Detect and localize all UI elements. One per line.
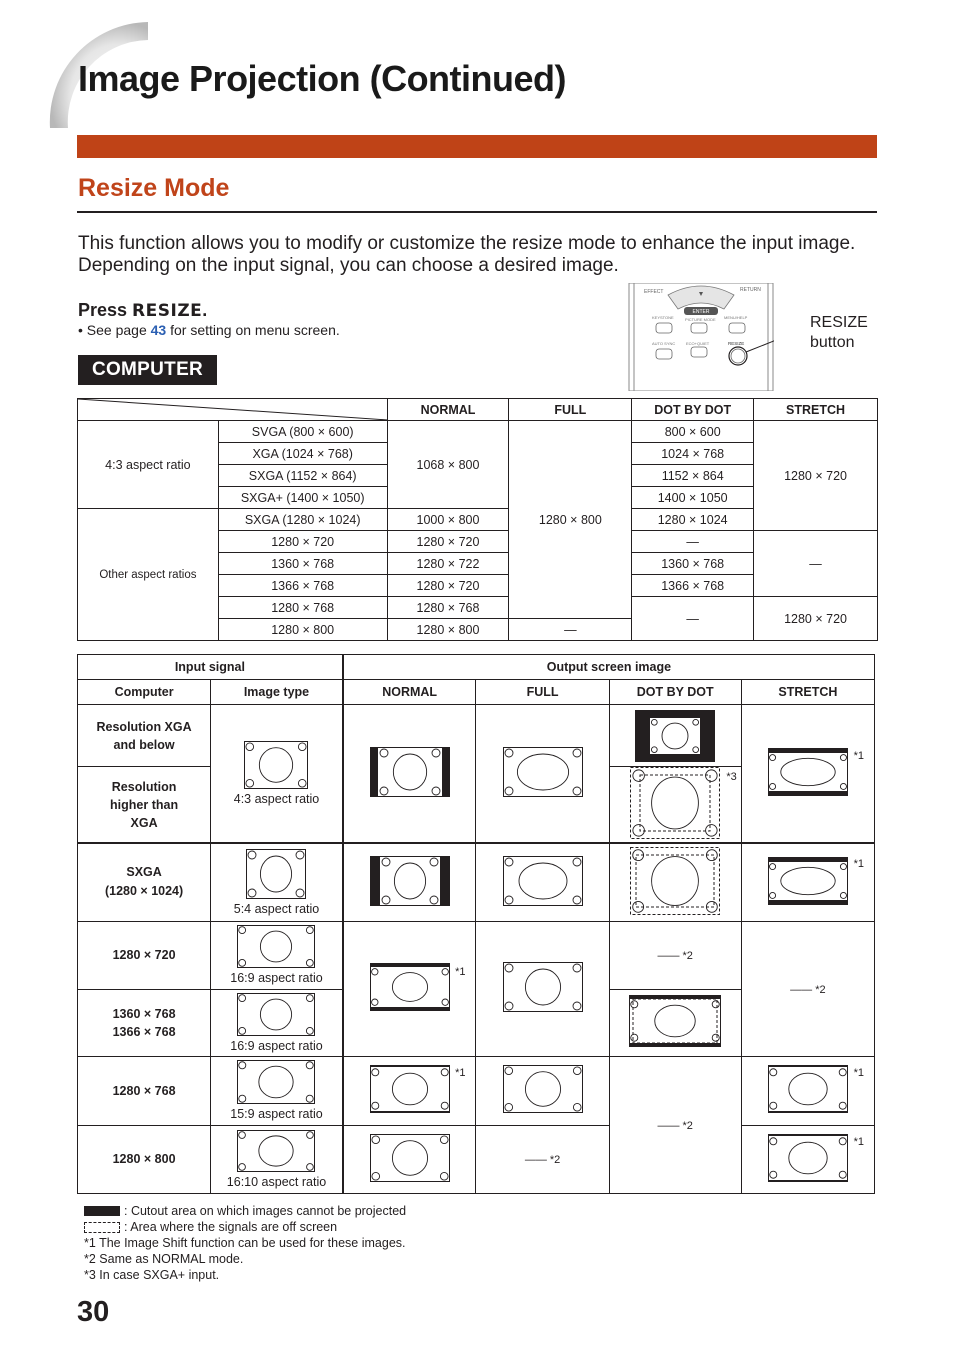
header-computer: Computer bbox=[78, 680, 211, 705]
remote-label-auto-sync: AUTO SYNC bbox=[652, 341, 676, 346]
input-cell: 1280 × 720 bbox=[218, 531, 387, 553]
stretch-cell: 1280 × 720 bbox=[754, 597, 878, 641]
input-cell: SXGA (1280 × 1024) bbox=[218, 509, 387, 531]
header-normal: NORMAL bbox=[343, 680, 476, 705]
normal-cell: 1280 × 720 bbox=[387, 531, 509, 553]
legend bbox=[84, 1203, 406, 1283]
stretch-cell bbox=[741, 921, 874, 1056]
header-full: FULL bbox=[476, 680, 609, 705]
normal-cell: 1068 × 800 bbox=[387, 421, 509, 509]
same-as-normal-note: —— *2 bbox=[790, 983, 826, 996]
row-1280x800: 1280 × 800 bbox=[78, 1125, 211, 1193]
header-dot-by-dot: DOT BY DOT bbox=[609, 680, 741, 705]
section-divider bbox=[77, 211, 877, 213]
normal-output-icon bbox=[370, 1065, 450, 1116]
type-cell bbox=[211, 705, 343, 844]
note-mark: *3 bbox=[726, 771, 737, 783]
normal-output-icon bbox=[370, 1134, 450, 1185]
remote-label-keystone: KEYSTONE bbox=[652, 315, 674, 320]
res-1360: 1360 × 768 bbox=[112, 1006, 176, 1021]
dot-by-dot-offscreen-icon bbox=[630, 847, 720, 918]
see-suffix: for setting on menu screen. bbox=[166, 322, 340, 338]
input-cell: SXGA (1152 × 864) bbox=[218, 465, 387, 487]
header-dot-by-dot: DOT BY DOT bbox=[632, 399, 754, 421]
note-mark: *1 bbox=[853, 858, 864, 870]
input-cell: 1360 × 768 bbox=[218, 553, 387, 575]
sxga-resolution: (1280 × 1024) bbox=[104, 884, 184, 899]
same-as-normal-note: —— *2 bbox=[657, 950, 693, 962]
dbd-cell bbox=[609, 1056, 741, 1193]
legend-offscreen bbox=[84, 1219, 406, 1235]
page-link[interactable]: 43 bbox=[150, 322, 167, 338]
intro-paragraph: This function allows you to modify or customize the resize mode to enhance the input image. Depending on the input signal, you can choose a desired image. bbox=[78, 233, 856, 276]
stretch-output-icon bbox=[768, 1134, 848, 1185]
input-signal-header: Input signal bbox=[78, 655, 343, 680]
type-caption: 15:9 aspect ratio bbox=[230, 1107, 323, 1121]
full-cell bbox=[476, 921, 609, 1056]
normal-cell bbox=[343, 1056, 476, 1125]
see-prefix: • See page bbox=[78, 322, 151, 338]
stretch-output-icon bbox=[768, 748, 848, 799]
dbd-cell: 1366 × 768 bbox=[632, 575, 754, 597]
res-1366: 1366 × 768 bbox=[112, 1024, 176, 1039]
note-mark: *1 bbox=[455, 1066, 466, 1079]
footnote-2: *2 Same as NORMAL mode. bbox=[84, 1252, 244, 1266]
input-cell: XGA (1024 × 768) bbox=[218, 443, 387, 465]
header-full: FULL bbox=[509, 399, 632, 421]
type-caption: 16:10 aspect ratio bbox=[226, 1174, 327, 1189]
normal-output-icon bbox=[370, 963, 450, 1014]
legend-cutout-text: : Cutout area on which images cannot be projected bbox=[124, 1204, 407, 1218]
row-1280x720: 1280 × 720 bbox=[78, 921, 211, 989]
dbd-cell bbox=[609, 767, 741, 844]
resolution-table bbox=[77, 398, 878, 641]
image-5-4-icon bbox=[246, 849, 306, 902]
full-cell bbox=[476, 1056, 609, 1125]
remote-label-picture-mode: PICTURE MODE bbox=[685, 317, 716, 322]
remote-label-resize: RESIZE bbox=[728, 341, 745, 346]
footnote-3: *3 In case SXGA+ input. bbox=[84, 1268, 220, 1282]
header-normal: NORMAL bbox=[387, 399, 509, 421]
input-cell: SVGA (800 × 600) bbox=[218, 421, 387, 443]
stretch-cell bbox=[741, 1125, 874, 1193]
dbd-cell bbox=[609, 843, 741, 921]
dbd-cell: 1152 × 864 bbox=[632, 465, 754, 487]
group-4-3: 4:3 aspect ratio bbox=[78, 421, 219, 509]
stretch-output-icon bbox=[768, 1065, 848, 1116]
note-mark: *1 bbox=[853, 750, 864, 762]
input-cell: SXGA+ (1400 × 1050) bbox=[218, 487, 387, 509]
normal-cell bbox=[343, 843, 476, 921]
full-cell: — bbox=[509, 619, 632, 641]
full-cell bbox=[476, 843, 609, 921]
title-accent-bar bbox=[77, 135, 877, 158]
stretch-output-icon bbox=[768, 857, 848, 908]
diagonal-line bbox=[78, 399, 388, 420]
press-instruction bbox=[78, 300, 207, 321]
offscreen-swatch bbox=[84, 1222, 120, 1233]
image-16-9-icon bbox=[237, 925, 315, 971]
full-cell: 1280 × 800 bbox=[509, 421, 632, 619]
remote-label-effect: EFFECT bbox=[644, 289, 664, 295]
dbd-cell: 1024 × 768 bbox=[632, 443, 754, 465]
type-caption: 4:3 aspect ratio bbox=[233, 792, 320, 806]
resize-button-callout: RESIZE button bbox=[810, 314, 868, 351]
full-output-icon bbox=[503, 747, 583, 800]
dot-by-dot-offscreen-icon bbox=[629, 995, 721, 1050]
normal-output-icon bbox=[370, 856, 450, 909]
image-16-10-icon bbox=[237, 1130, 315, 1175]
remote-label-eco-quiet: ECO+QUIET bbox=[686, 341, 710, 346]
normal-cell: 1280 × 800 bbox=[387, 619, 509, 641]
row-1280x768: 1280 × 768 bbox=[78, 1056, 211, 1125]
normal-cell: 1000 × 800 bbox=[387, 509, 509, 531]
sxga-label: SXGA bbox=[126, 865, 162, 880]
remote-ok-label: ENTER bbox=[692, 309, 710, 315]
dot-by-dot-output-icon bbox=[635, 710, 715, 765]
note-mark: *1 bbox=[455, 965, 466, 978]
type-cell bbox=[211, 921, 343, 989]
dbd-cell: 1400 × 1050 bbox=[632, 487, 754, 509]
stretch-cell: — bbox=[754, 531, 878, 597]
same-as-normal-note: —— *2 bbox=[657, 1119, 693, 1132]
dot-by-dot-offscreen-icon bbox=[630, 767, 720, 842]
full-output-icon bbox=[503, 856, 583, 909]
type-cell bbox=[211, 1056, 343, 1125]
note-mark: *1 bbox=[853, 1066, 864, 1079]
same-as-normal-note: —— *2 bbox=[524, 1154, 561, 1166]
full-output-icon bbox=[503, 962, 583, 1015]
full-output-icon bbox=[503, 1065, 583, 1116]
remote-label-menu-help: MENU/HELP bbox=[724, 315, 748, 320]
type-caption: 5:4 aspect ratio bbox=[233, 901, 320, 916]
input-cell: 1366 × 768 bbox=[218, 575, 387, 597]
legend-offscreen-text: : Area where the signals are off screen bbox=[124, 1220, 338, 1234]
dbd-cell: 1360 × 768 bbox=[632, 553, 754, 575]
type-cell bbox=[211, 1125, 343, 1193]
header-stretch: STRETCH bbox=[741, 680, 874, 705]
image-4-3-icon bbox=[244, 741, 308, 792]
dbd-cell: — bbox=[632, 597, 754, 641]
normal-cell: 1280 × 768 bbox=[387, 597, 509, 619]
row-sxga bbox=[78, 843, 211, 921]
normal-cell: 1280 × 720 bbox=[387, 575, 509, 597]
row-higher-than-xga: Resolution higher than XGA bbox=[78, 767, 211, 844]
remote-label-return: RETURN bbox=[740, 287, 761, 293]
section-heading: Resize Mode bbox=[78, 174, 230, 202]
dbd-cell bbox=[609, 989, 741, 1056]
input-cell: 1280 × 768 bbox=[218, 597, 387, 619]
normal-cell bbox=[343, 921, 476, 1056]
normal-cell: 1280 × 722 bbox=[387, 553, 509, 575]
type-cell bbox=[211, 989, 343, 1056]
footnote-1: *1 The Image Shift function can be used for these images. bbox=[84, 1236, 406, 1250]
press-suffix: . bbox=[202, 300, 208, 320]
page-number: 30 bbox=[77, 1296, 110, 1328]
full-cell bbox=[476, 1125, 609, 1193]
normal-cell bbox=[343, 705, 476, 844]
remote-control-illustration bbox=[628, 283, 774, 391]
dbd-cell bbox=[609, 705, 741, 767]
stretch-cell bbox=[741, 1056, 874, 1125]
see-page-note bbox=[78, 322, 340, 338]
input-cell: 1280 × 800 bbox=[218, 619, 387, 641]
image-15-9-icon bbox=[237, 1060, 315, 1107]
stretch-cell: 1280 × 720 bbox=[754, 421, 878, 531]
header-stretch: STRETCH bbox=[754, 399, 878, 421]
cutout-swatch bbox=[84, 1206, 120, 1216]
resize-key-label: RESIZE bbox=[132, 301, 203, 321]
note-mark: *1 bbox=[853, 1135, 864, 1148]
type-cell bbox=[211, 843, 343, 921]
output-screen-header: Output screen image bbox=[343, 655, 875, 680]
legend-cutout bbox=[84, 1203, 406, 1219]
dbd-cell bbox=[609, 921, 741, 989]
normal-cell bbox=[343, 1125, 476, 1193]
output-image-table bbox=[77, 654, 875, 1194]
row-1360-1366 bbox=[78, 989, 211, 1056]
row-xga-below: Resolution XGA and below bbox=[78, 705, 211, 767]
press-prefix: Press bbox=[78, 300, 133, 320]
computer-tag: COMPUTER bbox=[78, 355, 217, 385]
dbd-cell: — bbox=[632, 531, 754, 553]
normal-output-icon bbox=[370, 747, 450, 800]
type-caption: 16:9 aspect ratio bbox=[230, 971, 323, 985]
dbd-cell: 800 × 600 bbox=[632, 421, 754, 443]
dbd-cell: 1280 × 1024 bbox=[632, 509, 754, 531]
group-other: Other aspect ratios bbox=[78, 509, 219, 641]
full-cell bbox=[476, 705, 609, 844]
type-caption: 16:9 aspect ratio bbox=[230, 1038, 323, 1053]
page-title: Image Projection (Continued) bbox=[78, 58, 567, 99]
stretch-cell bbox=[741, 705, 874, 844]
header-image-type: Image type bbox=[211, 680, 343, 705]
corner-header-cell bbox=[78, 399, 388, 421]
stretch-cell bbox=[741, 843, 874, 921]
image-16-9-icon bbox=[237, 993, 315, 1039]
